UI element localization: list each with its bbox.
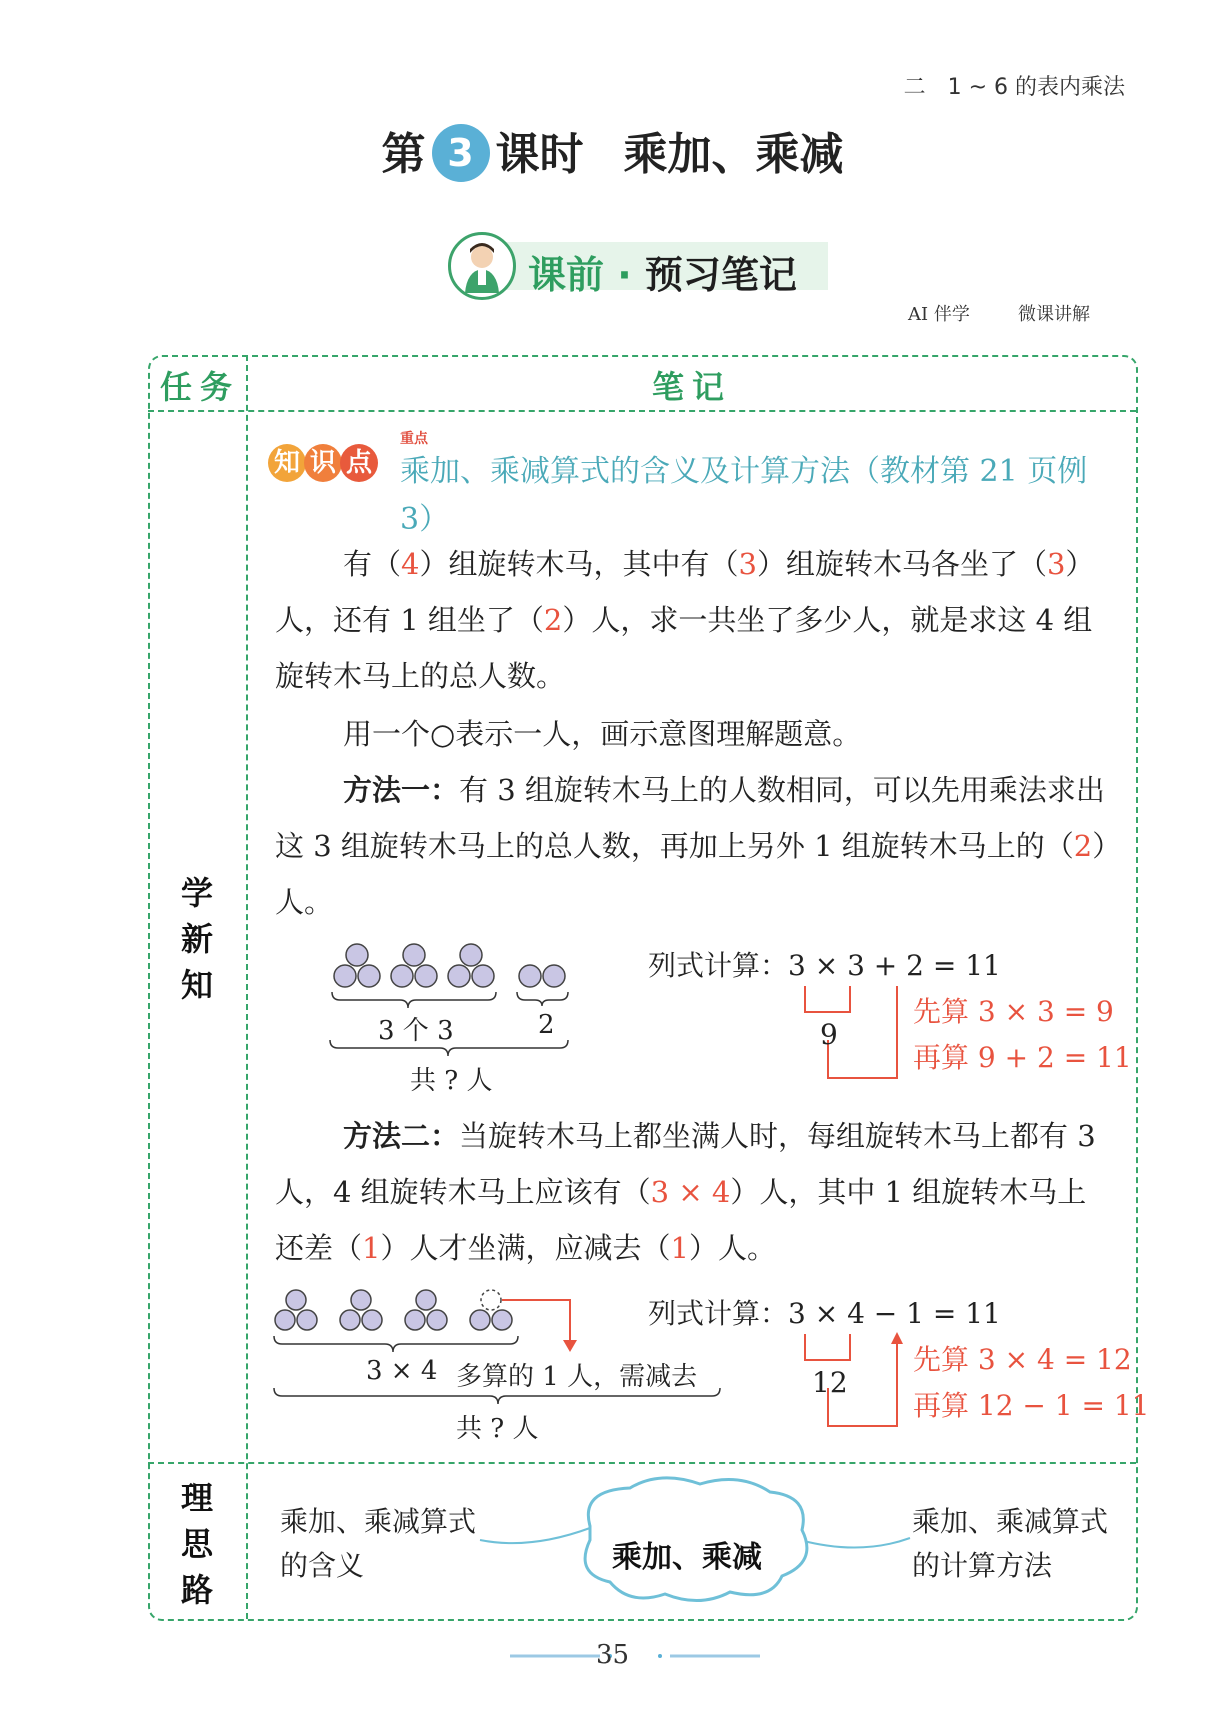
method-two-partial: 12 (812, 1366, 848, 1399)
knowledge-title: 乘加、乘减算式的含义及计算方法（教材第 21 页例 3） (400, 454, 1088, 537)
method-one-paragraph: 方法一：有 3 组旋转木马上的人数相同，可以先用乘法求出这 3 组旋转木马上的总人数，再加上另外 1 组旋转木马上的（2）人。 (275, 773, 1107, 919)
diagram-two-extra-label: 多算的 1 人，需减去 (456, 1362, 698, 1392)
diagram-two-groups-label: 3 × 4 (366, 1356, 438, 1386)
method-one-heading: 方法一： (343, 773, 460, 807)
answer-blank: 1 (362, 1231, 381, 1265)
method-one-partial: 9 (820, 1018, 838, 1051)
diagram-two-total-label: 共 ? 人 (456, 1414, 539, 1444)
mindmap-center-node: 乘加、乘减 (612, 1540, 762, 1575)
diagram-one-groups-label: 3 个 3 (378, 1016, 454, 1046)
mindmap-left-node: 乘加、乘减算式的含义 (280, 1505, 477, 1582)
micro-lecture-link[interactable]: 微课讲解 (1018, 304, 1090, 325)
method-two-step-two: 再算 12 − 1 = 11 (913, 1389, 1150, 1422)
title-prefix: 第 (381, 129, 426, 180)
mindmap-right-node: 乘加、乘减算式的计算方法 (912, 1505, 1109, 1582)
method-two-step-one: 先算 3 × 4 = 12 (913, 1343, 1132, 1376)
method-two-heading: 方法二： (343, 1119, 460, 1153)
header-divider (148, 410, 1136, 412)
method-one-bracket (800, 982, 910, 1082)
title-suffix: 课时 (495, 129, 584, 180)
badge-main: 课前 (528, 253, 605, 297)
method-one-equation: 列式计算：3 × 3 + 2 = 11 (648, 949, 1001, 982)
answer-blank: 4 (401, 547, 420, 581)
column-notes-header: 笔记 (652, 368, 733, 406)
column-divider (246, 355, 248, 1619)
knowledge-point-icon: 知 识 点 (268, 444, 388, 488)
row-learn-new-label: 学 新 知 (180, 874, 213, 1004)
answer-blank: 3 (738, 547, 757, 581)
method-one-step-two: 再算 9 + 2 = 11 (913, 1041, 1132, 1074)
ai-companion-link[interactable]: AI 伴学 (908, 304, 970, 325)
badge-sub: 预习笔记 (644, 253, 797, 297)
answer-blank: 2 (543, 603, 563, 637)
row-divider (148, 1462, 1136, 1464)
lesson-title (0, 118, 1225, 186)
method-two-equation: 列式计算：3 × 4 − 1 = 11 (648, 1297, 1001, 1330)
problem-paragraph: 有（4）组旋转木马，其中有（3）组旋转木马各坐了（3）人，还有 1 组坐了（2）人，求一共坐了多少人，就是求这 4 组旋转木马上的总人数。 (275, 547, 1095, 693)
answer-blank: 3 × 4 (650, 1175, 731, 1209)
answer-blank: 1 (670, 1231, 689, 1265)
badge-dot: · (617, 253, 632, 297)
diagram-one-extra-label: 2 (538, 1010, 555, 1040)
column-task-header: 任务 (160, 368, 241, 406)
page-number: 35 (595, 1640, 630, 1670)
lesson-number-badge: 3 (432, 124, 490, 182)
preview-notes-badge (448, 232, 828, 298)
diagram-one-total-label: 共 ? 人 (410, 1066, 493, 1096)
row-organize-thinking-label: 理 思 路 (180, 1479, 213, 1609)
method-one-step-one: 先算 3 × 3 = 9 (913, 995, 1114, 1028)
answer-blank: 3 (1046, 547, 1066, 581)
method-two-paragraph: 方法二：当旋转木马上都坐满人时，每组旋转木马上都有 3 人，4 组旋转木马上应该有（3 × 4）人，其中 1 组旋转木马上还差（1）人才坐满，应减去（1）人。 (275, 1119, 1096, 1265)
title-topic: 乘加、乘减 (623, 129, 844, 180)
teacher-avatar-icon (448, 232, 516, 300)
answer-blank: 2 (1073, 829, 1093, 863)
diagram-instruction: 用一个○表示一人，画示意图理解题意。 (343, 717, 862, 751)
chapter-header: 二 1 ~ 6 的表内乘法 (903, 75, 1125, 100)
key-point-tag: 重点 (400, 431, 428, 447)
